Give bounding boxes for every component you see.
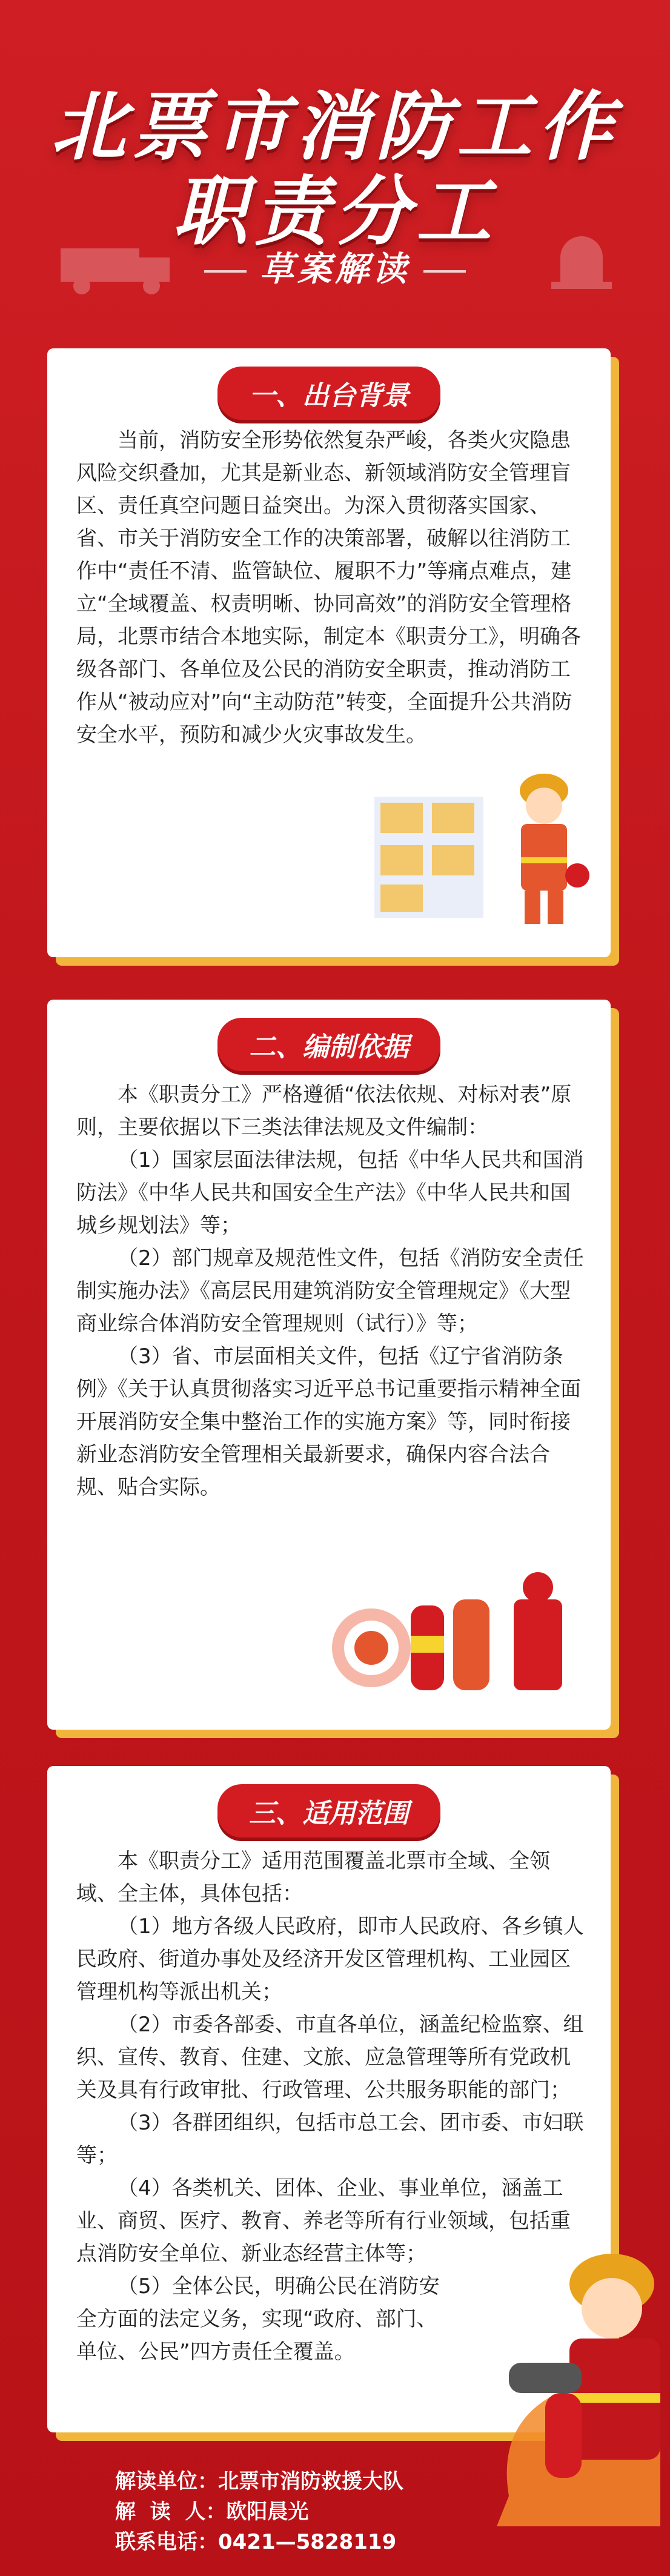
subtitle-text: 草案解读 [260, 250, 410, 289]
page-subtitle [0, 242, 670, 291]
firefighter-illustration [496, 766, 592, 930]
section-card-background [47, 1000, 611, 1730]
list-item: （1）地方各级人民政府，即市人民政府、各乡镇人民政府、街道办事处及经济开发区管理机构、工业园区管理机构等派出机关； [76, 1914, 584, 2004]
list-item: （3）各群团组织，包括市总工会、团市委、市妇联等； [76, 2111, 584, 2168]
section-card-background [47, 348, 611, 957]
divider [204, 270, 247, 273]
section-paragraph [76, 1078, 585, 1504]
section-heading: 一、出台背景 [217, 367, 440, 420]
header [0, 0, 670, 315]
list-item: （5）全体公民，明确公民在消防安全方面的法定义务，实现“政府、部门、单位、公民”四方责任全覆盖。 [76, 2274, 440, 2364]
section-heading: 二、编制依据 [217, 1018, 440, 1071]
footer-reader: 解 读 人：欧阳晨光 [115, 2500, 309, 2524]
page-title-line1: 北票市消防工作 [50, 84, 619, 171]
intro-text: 本《职责分工》适用范围覆盖北票市全域、全领域、全主体，具体包括： [76, 1849, 550, 1906]
list-item: （2）部门规章及规范性文件，包括《消防安全责任制实施办法》《高层民用建筑消防安全管理规定》《大型商业综合体消防安全管理规则（试行）》等； [76, 1246, 584, 1336]
page-title-line2: 职责分工 [172, 168, 497, 256]
list-item: （3）省、市层面相关文件，包括《辽宁省消防条例》《关于认真贯彻落实习近平总书记重要指示精神全面开展消防安全集中整治工作的实施方案》等，同时衔接新业态消防安全管理相关最新要求，确保内容合法合规、贴合实际。 [76, 1344, 581, 1499]
fire-equipment-illustration [326, 1563, 580, 1696]
paragraph-text: 当前，消防安全形势依然复杂严峻，各类火灾隐患风险交织叠加，尤其是新业态、新领域消防安全管理盲区、责任真空问题日益突出。为深入贯彻落实国家、省、市关于消防安全工作的决策部署，破解以往消防工作中“责任不清、监管缺位、履职不力”等痛点难点，建立“全域覆盖、权责明晰、协同高效”的消防安全管理格局，北票市结合本地实际，制定本《职责分工》，明确各级各部门、各单位及公民的消防安全职责，推动消防工作从“被动应对”向“主动防范”转变，全面提升公共消防安全水平，预防和减少火灾事故发生。 [76, 428, 581, 747]
list-item: （2）市委各部委、市直各单位，涵盖纪检监察、组织、宣传、教育、住建、文旅、应急管理等所有党政机关及具有行政审批、行政管理、公共服务职能的部门； [76, 2013, 584, 2102]
section-paragraph [76, 424, 585, 751]
section-heading: 三、适用范围 [217, 1784, 440, 1837]
footer [0, 2460, 670, 2576]
footer-unit: 解读单位：北票市消防救援大队 [115, 2469, 403, 2494]
divider [423, 270, 466, 273]
list-item: （1）国家层面法律法规，包括《中华人民共和国消防法》《中华人民共和国安全生产法》《中华人民共和国城乡规划法》等； [76, 1148, 584, 1238]
intro-text: 本《职责分工》严格遵循“依法依规、对标对表”原则，主要依据以下三类法律法规及文件编制： [76, 1083, 572, 1140]
list-item: （4）各类机关、团体、企业、事业单位，涵盖工业、商贸、医疗、教育、养老等所有行业领域，包括重点消防安全单位、新业态经营主体等； [76, 2176, 571, 2266]
footer-phone: 联系电话：0421—5828119 [115, 2530, 397, 2554]
